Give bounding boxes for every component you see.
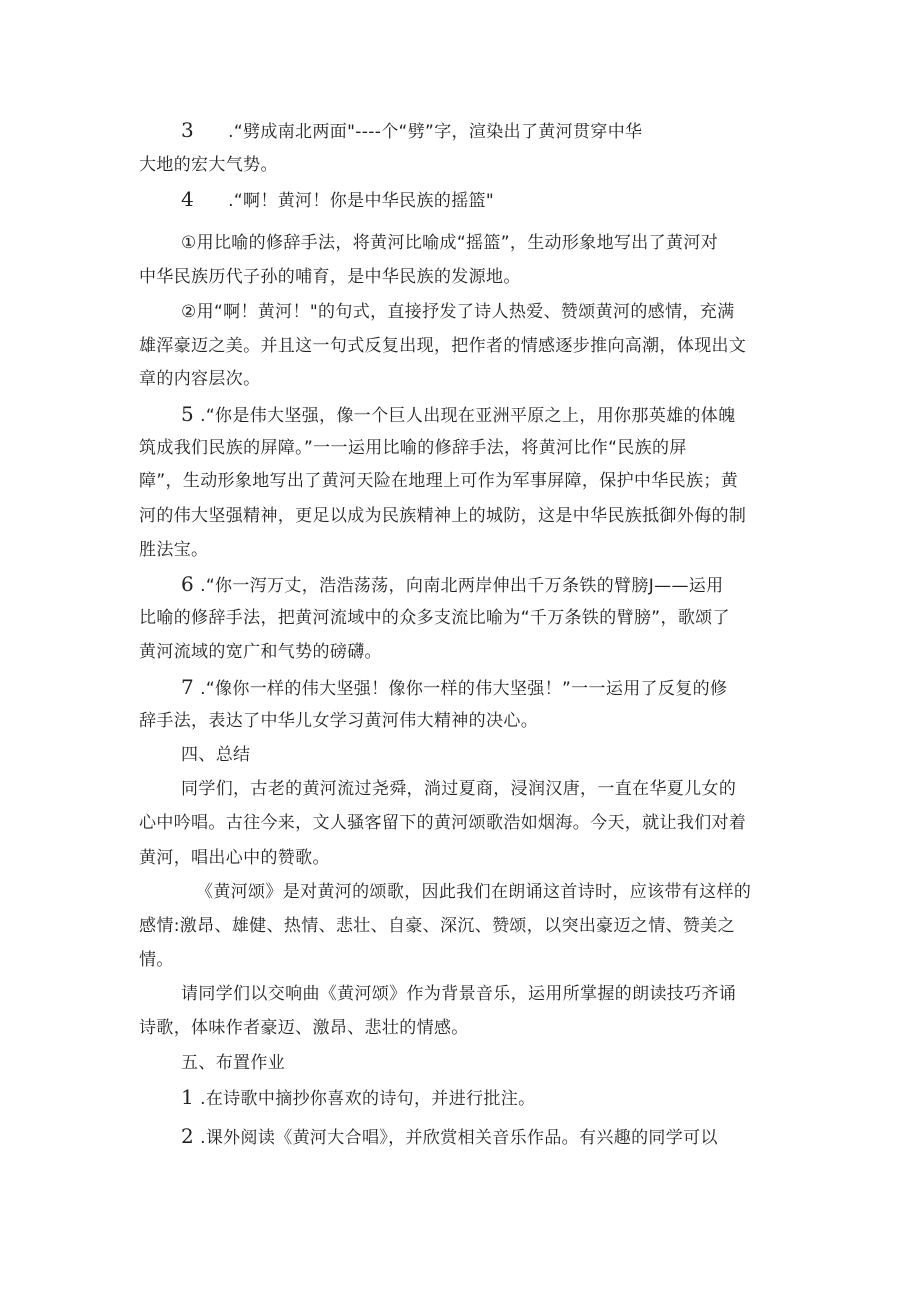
summary-para-2-line-1: 《黄河颂》是对黄河的颂歌，因此我们在朗诵这首诗时，应该带有这样的 <box>196 882 752 902</box>
item-6-line-2: 比喻的修辞手法，把黄河流域中的众多支流比喻为“千万条铁的臂膀”，歌颂了 <box>139 608 730 628</box>
item-4-point-2-line-2: 雄浑豪迈之美。并且这一句式反复出现，把作者的情感逐步推向高潮，体现出文 <box>139 336 747 356</box>
item-5-line-4: 河的伟大坚强精神，更足以成为民族精神上的城防，这是中华民族抵御外侮的制 <box>139 506 747 526</box>
summary-para-3-line-2: 诗歌，体味作者豪迈、激昂、悲壮的情感。 <box>139 1018 469 1038</box>
homework-item-2: 2 .课外阅读《黄河大合唱》，并欣赏相关音乐作品。有兴趣的同学可以 <box>181 1124 718 1148</box>
item-5-line-5: 胜法宝。 <box>139 540 209 560</box>
item-5-line-3: 障”，生动形象地写出了黄河天险在地理上可作为军事屏障，保护中华民族；黄 <box>139 471 739 491</box>
section-5-heading: 五、布置作业 <box>181 1053 286 1073</box>
homework-item-1: 1 .在诗歌中摘抄你喜欢的诗句，并进行批注。 <box>181 1085 536 1109</box>
item-4-line-1: 4 .“啊！黄河！你是中华民族的摇篮" <box>181 187 495 211</box>
item-4-point-2-line-3: 章的内容层次。 <box>139 369 261 389</box>
item-3-line-2: 大地的宏大气势。 <box>139 155 278 175</box>
item-5-line-1: 5 .“你是伟大坚强，像一个巨人出现在亚洲平原之上，用你那英雄的体魄 <box>181 402 736 426</box>
section-4-heading: 四、总结 <box>181 745 251 765</box>
item-4-point-1-line-2: 中华民族历代子孙的哺育，是中华民族的发源地。 <box>139 267 521 287</box>
item-3-line-1: 3 .“劈成南北两面"----个“劈”字，渲染出了黄河贯穿中华 <box>181 118 643 142</box>
summary-para-2-line-2: 感情:激昂、雄健、热情、悲壮、自豪、深沉、赞颂，以突出豪迈之情、赞美之 <box>139 916 735 936</box>
item-7-line-1: 7 .“像你一样的伟大坚强！像你一样的伟大坚强！”一一运用了反复的修 <box>181 675 728 699</box>
summary-line-3: 黄河，唱出心中的赞歌。 <box>139 848 330 868</box>
summary-para-3-line-1: 请同学们以交响曲《黄河颂》作为背景音乐，运用所掌握的朗读技巧齐诵 <box>181 984 737 1004</box>
summary-para-2-line-3: 情。 <box>139 950 174 970</box>
item-6-line-1: 6 .“你一泻万丈，浩浩荡荡，向南北两岸伸出千万条铁的臂膀J——运用 <box>181 572 724 596</box>
item-6-line-3: 黄河流域的宽广和气势的磅礴。 <box>139 642 382 662</box>
item-4-point-2-line-1: ②用“啊！黄河！"的句式，直接抒发了诗人热爱、赞颂黄河的感情，充满 <box>181 302 735 322</box>
summary-line-2: 心中吟唱。古往今来，文人骚客留下的黄河颂歌浩如烟海。今天，就让我们对着 <box>139 813 747 833</box>
item-5-line-2: 筑成我们民族的屏障。”一一运用比喻的修辞手法，将黄河比作“民族的屏 <box>139 438 687 458</box>
item-7-line-2: 辞手法，表达了中华儿女学习黄河伟大精神的决心。 <box>139 711 539 731</box>
item-4-point-1-line-1: ①用比喻的修辞手法，将黄河比喻成“摇篮”，生动形象地写出了黄河对 <box>181 233 719 253</box>
summary-line-1: 同学们，古老的黄河流过尧舜，淌过夏商，浸润汉唐，一直在华夏儿女的 <box>181 779 737 799</box>
